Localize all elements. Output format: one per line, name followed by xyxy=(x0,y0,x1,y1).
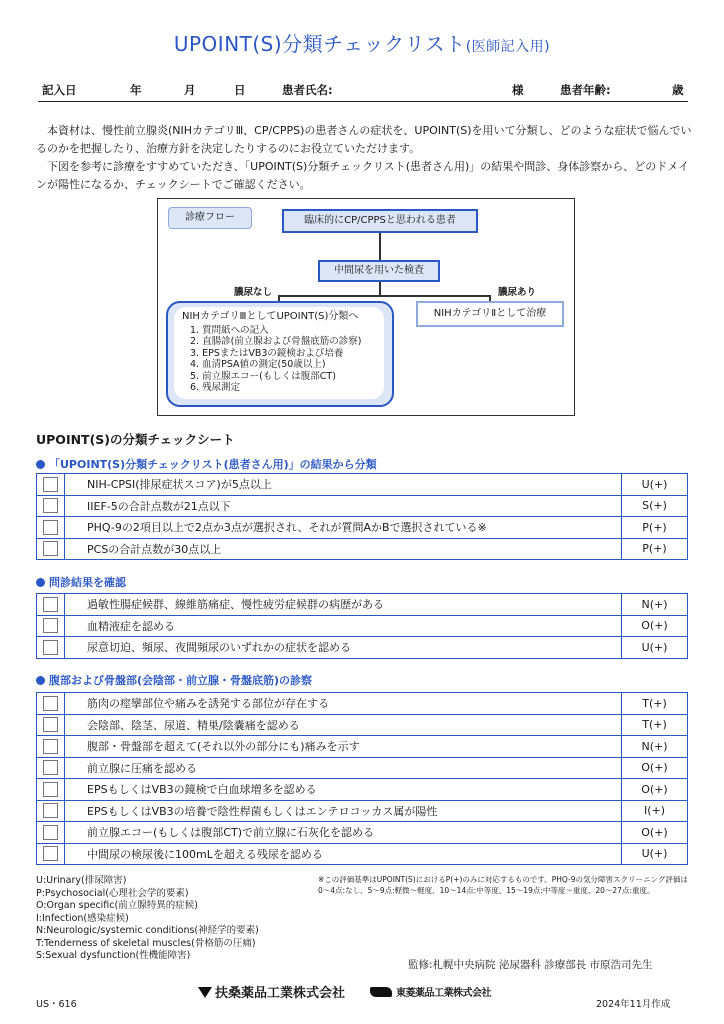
check-sheet-title: UPOINT(S)の分類チェックシート xyxy=(36,432,235,447)
domain-label: I(+) xyxy=(622,800,688,822)
check-table-2 xyxy=(36,593,688,659)
domain-label: N(+) xyxy=(622,594,688,616)
checkbox[interactable] xyxy=(43,498,58,513)
table-row xyxy=(37,757,688,779)
year-label: 年 xyxy=(130,83,142,97)
company-logo-1 xyxy=(198,982,345,1001)
checkbox[interactable] xyxy=(43,717,58,732)
criterion-text: 前立腺エコー(もしくは腹部CT)で前立腺に石灰化を認める xyxy=(65,822,622,844)
checkbox[interactable] xyxy=(43,541,58,556)
checkbox[interactable] xyxy=(43,640,58,655)
table-row xyxy=(37,517,688,539)
date-label: 記入日 xyxy=(42,83,77,97)
section-heading-text: 「UPOINT(S)分類チェックリスト(患者さん用)」の結果から分類 xyxy=(49,458,377,471)
checkbox[interactable] xyxy=(43,618,58,633)
criterion-text: 会陰部、陰茎、尿道、精巣/陰嚢痛を認める xyxy=(65,714,622,736)
criterion-text: EPSもしくはVB3の培養で陰性桿菌もしくはエンテロコッカス属が陽性 xyxy=(65,800,622,822)
section-heading-3 xyxy=(36,672,312,688)
category-3-box xyxy=(166,301,394,407)
checkbox[interactable] xyxy=(43,520,58,535)
flow-label: 診療フロー xyxy=(168,207,252,229)
month-label: 月 xyxy=(184,83,196,97)
legend-item: T:Tenderness of skeletal muscles(骨格筋の圧痛) xyxy=(36,937,256,949)
checkbox[interactable] xyxy=(43,739,58,754)
exam-step: 3. EPSまたはVB3の鏡検および培養 xyxy=(190,347,344,359)
company-name-2: 東菱薬品工業株式会社 xyxy=(396,988,491,999)
domain-label: U(+) xyxy=(622,637,688,659)
checkbox[interactable] xyxy=(43,803,58,818)
domain-legend xyxy=(36,875,259,963)
bullet-icon xyxy=(36,578,45,587)
exam-step: 6. 残尿測定 xyxy=(190,382,241,393)
toryo-logo-icon xyxy=(370,987,392,997)
legend-item: O:Organ specific(前立腺特異的症候) xyxy=(36,900,198,911)
table-row xyxy=(37,800,688,822)
flow-connector xyxy=(379,282,381,296)
domain-label: N(+) xyxy=(622,736,688,758)
creation-date: 2024年11月作成 xyxy=(596,999,671,1010)
honorific-label: 様 xyxy=(512,83,524,97)
table-row xyxy=(37,693,688,715)
domain-label: S(+) xyxy=(622,495,688,517)
flow-middle-box: 中間尿を用いた検査 xyxy=(318,260,440,282)
table-row xyxy=(37,779,688,801)
flow-connector xyxy=(379,233,381,260)
table-row xyxy=(37,822,688,844)
checkbox[interactable] xyxy=(43,477,58,492)
table-row xyxy=(37,714,688,736)
patient-age-label: 患者年齢: xyxy=(560,83,611,97)
title-main: UPOINT(S)分類チェックリスト xyxy=(173,32,466,56)
check-table-3 xyxy=(36,692,688,865)
intro-text xyxy=(36,122,692,194)
table-row xyxy=(37,615,688,637)
section-heading-2 xyxy=(36,574,126,590)
domain-label: U(+) xyxy=(622,843,688,865)
table-row xyxy=(37,843,688,865)
domain-label: T(+) xyxy=(622,693,688,715)
legend-item: I:Infection(感染症候) xyxy=(36,912,129,924)
day-label: 日 xyxy=(234,83,246,97)
fuso-logo-icon xyxy=(198,987,212,998)
bullet-icon xyxy=(36,676,45,685)
intro-paragraph-2: 下図を参考に診療をすすめていただき、「UPOINT(S)分類チェックリスト(患者さん用)」の結果や問診、身体診察から、どのドメインが陽性になるか、チェックシートでご確認ください。 xyxy=(36,160,689,191)
legend-item: P:Psychosocial(心理社会学的要素) xyxy=(36,887,189,899)
criterion-text: 尿意切迫、頻尿、夜間頻尿のいずれかの症状を認める xyxy=(65,637,622,659)
document-code: US・616 xyxy=(36,999,77,1010)
intro-paragraph-1: 本資材は、慢性前立腺炎(NIHカテゴリⅢ、CP/CPPS)の患者さんの症状を、UPOINT(S)を用いて分類し、どのような症状で悩んでいるのかを把握したり、治療方針を決定したりするのにお役立ていただけます。 xyxy=(36,124,692,155)
table-row xyxy=(37,637,688,659)
patient-info-row xyxy=(38,80,688,102)
checkbox[interactable] xyxy=(43,782,58,797)
domain-label: T(+) xyxy=(622,714,688,736)
table-row xyxy=(37,495,688,517)
domain-label: O(+) xyxy=(622,822,688,844)
criterion-text: IIEF-5の合計点数が21点以下 xyxy=(65,495,622,517)
checkbox[interactable] xyxy=(43,696,58,711)
legend-item: N:Neurologic/systemic conditions(神経学的要素) xyxy=(36,925,259,936)
section-heading-text: 問診結果を確認 xyxy=(49,576,126,589)
domain-label: P(+) xyxy=(622,517,688,539)
table-row xyxy=(37,736,688,758)
domain-label: O(+) xyxy=(622,757,688,779)
section-heading-1 xyxy=(36,456,377,472)
criterion-text: 前立腺に圧痛を認める xyxy=(65,757,622,779)
clinical-flow-diagram xyxy=(157,198,575,416)
section-heading-text: 腹部および骨盤部(会陰部・前立腺・骨盤底筋)の診察 xyxy=(49,674,313,687)
table-row xyxy=(37,538,688,560)
company-logo-2 xyxy=(370,984,491,999)
criterion-text: PCSの合計点数が30点以上 xyxy=(65,538,622,560)
category-2-box: NIHカテゴリⅡとして治療 xyxy=(416,301,564,327)
category-3-heading: NIHカテゴリⅢとしてUPOINT(S)分類へ xyxy=(182,311,359,322)
category-3-content xyxy=(174,307,384,399)
domain-label: U(+) xyxy=(622,474,688,496)
domain-label: O(+) xyxy=(622,779,688,801)
checkbox[interactable] xyxy=(43,825,58,840)
criterion-text: 中間尿の検尿後に100mLを超える残尿を認める xyxy=(65,843,622,865)
pyuria-label: 膿尿あり xyxy=(498,287,537,298)
patient-name-label: 患者氏名: xyxy=(282,83,333,97)
age-unit-label: 歳 xyxy=(672,83,684,97)
legend-item: U:Urinary(排尿障害) xyxy=(36,875,127,886)
footnote: ※この評価基準はUPOINT(S)におけるP(+)のみに対応するものです。PHQ-9の気分障害スクリーニング評価は0〜4点:なし、5〜9点:軽微〜軽度、10〜14点:中等度、15〜19点:中等度〜重度、20〜27点:重度。 xyxy=(318,875,688,895)
table-row xyxy=(37,474,688,496)
table-row xyxy=(37,594,688,616)
flow-connector xyxy=(278,295,490,297)
domain-label: O(+) xyxy=(622,615,688,637)
criterion-text: EPSもしくはVB3の鏡検で白血球増多を認める xyxy=(65,779,622,801)
bullet-icon xyxy=(36,460,45,469)
supervisor-credit: 監修:札幌中央病院 泌尿器科 診療部長 市原浩司先生 xyxy=(408,959,653,971)
criterion-text: 血精液症を認める xyxy=(65,615,622,637)
title-sub: (医師記入用) xyxy=(465,39,551,55)
legend-item: S:Sexual dysfunction(性機能障害) xyxy=(36,950,191,961)
criterion-text: NIH-CPSI(排尿症状スコア)が5点以上 xyxy=(65,474,622,496)
page-title xyxy=(0,28,724,57)
check-table-1 xyxy=(36,473,688,560)
criterion-text: 過敏性腸症候群、線維筋痛症、慢性疲労症候群の病歴がある xyxy=(65,594,622,616)
checkbox[interactable] xyxy=(43,846,58,861)
checkbox[interactable] xyxy=(43,597,58,612)
exam-step: 2. 直腸診(前立腺および骨盤底筋の診察) xyxy=(190,336,362,347)
criterion-text: PHQ-9の2項目以上で2点か3点が選択され、それが質問AかBで選択されている※ xyxy=(65,517,622,539)
domain-label: P(+) xyxy=(622,538,688,560)
exam-step-list xyxy=(182,325,376,394)
company-name-1: 扶桑薬品工業株式会社 xyxy=(215,986,346,1001)
exam-step: 4. 血清PSA値の測定(50歳以上) xyxy=(190,359,326,370)
criterion-text: 筋肉の痙攣部位や痛みを誘発する部位が存在する xyxy=(65,693,622,715)
checkbox[interactable] xyxy=(43,760,58,775)
no-pyuria-label: 膿尿なし xyxy=(234,287,273,298)
flow-start-box: 臨床的にCP/CPPSと思われる患者 xyxy=(282,209,478,233)
exam-step: 5. 前立腺エコー(もしくは腹部CT) xyxy=(190,370,336,382)
criterion-text: 腹部・骨盤部を超えて(それ以外の部分にも)痛みを示す xyxy=(65,736,622,758)
exam-step: 1. 質問紙への記入 xyxy=(190,324,269,336)
